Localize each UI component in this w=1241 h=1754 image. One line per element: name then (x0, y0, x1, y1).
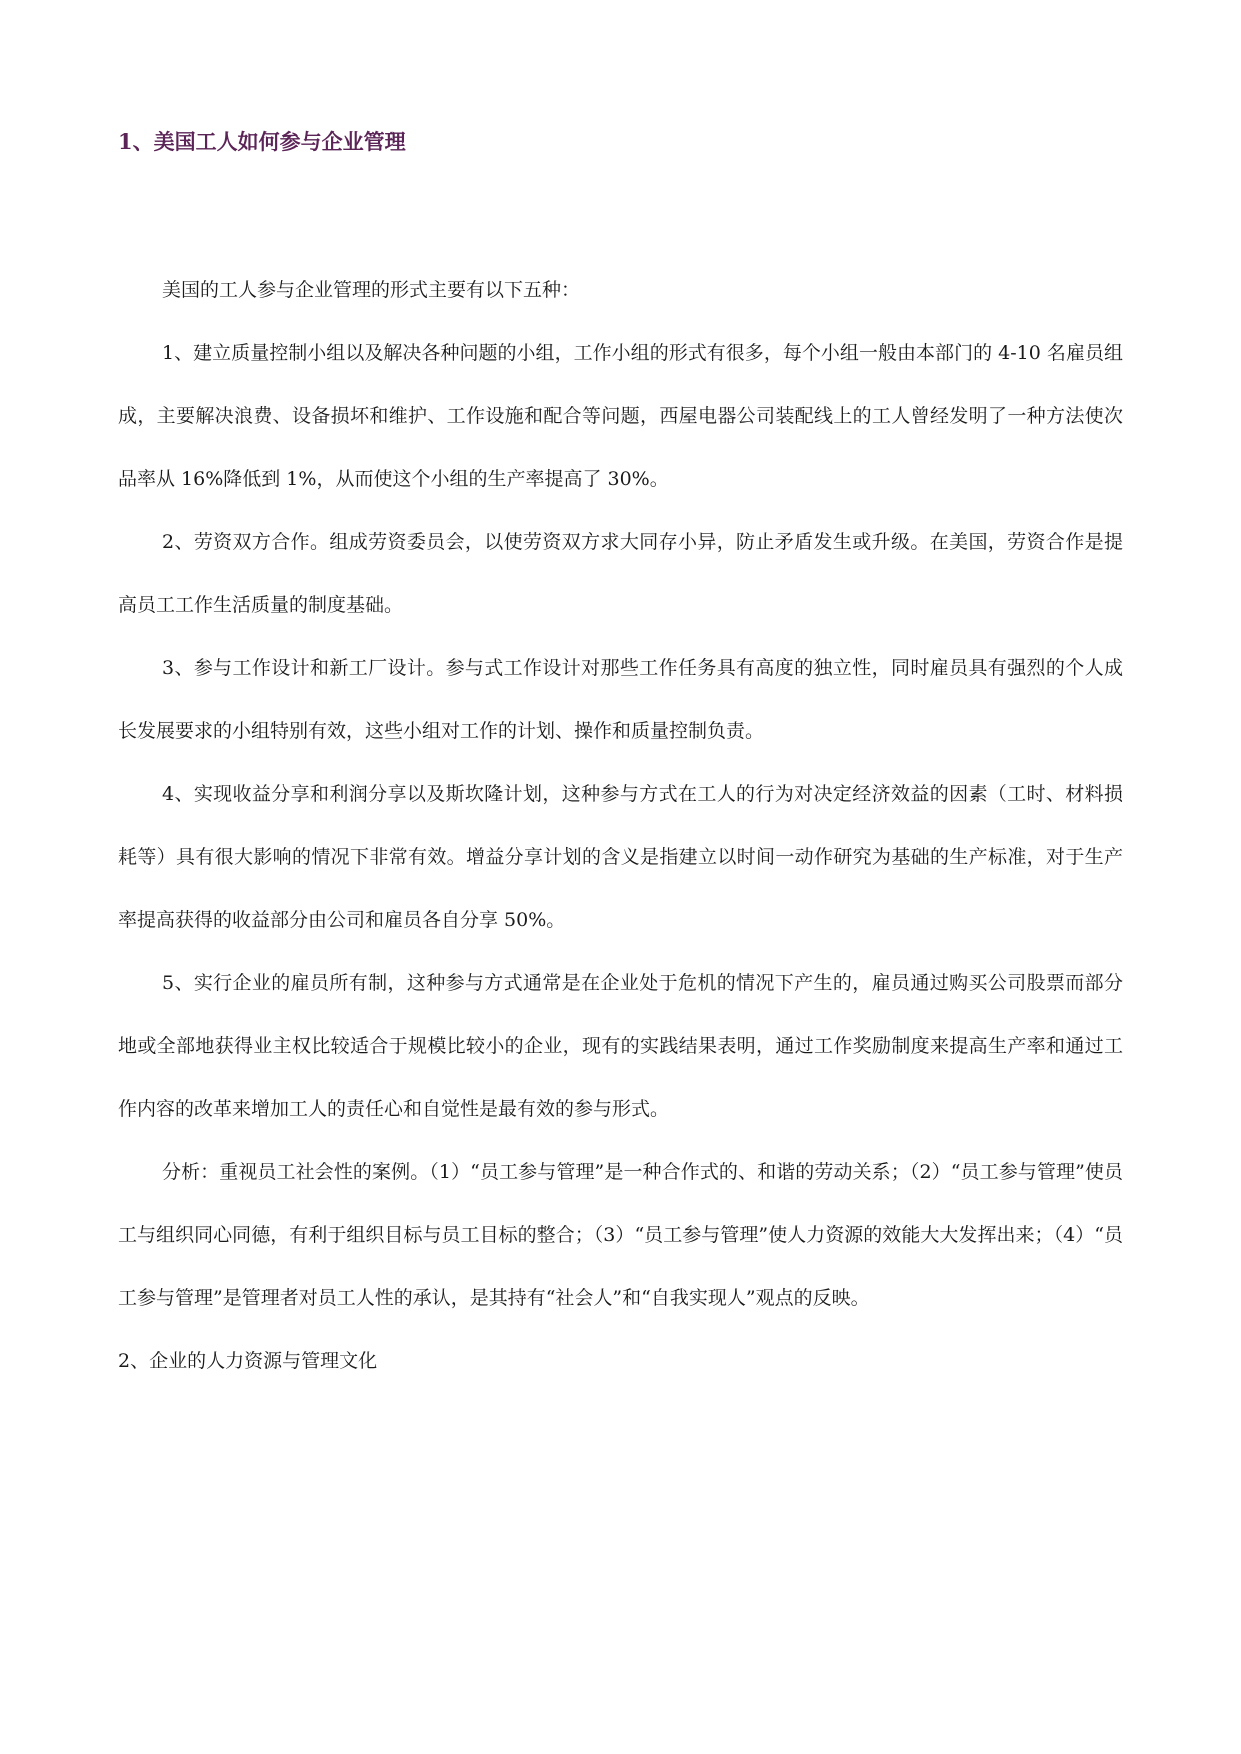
section-heading-1: 1、美国工人如何参与企业管理 (118, 129, 406, 154)
document-body (118, 259, 1123, 1393)
item-3-paragraph: 3、参与工作设计和新工厂设计。参与式工作设计对那些工作任务具有高度的独立性，同时雇员具有强烈的个人成长发展要求的小组特别有效，这些小组对工作的计划、操作和质量控制负责。 (118, 657, 1123, 742)
analysis-paragraph: 分析：重视员工社会性的案例。（1）“员工参与管理”是一种合作式的、和谐的劳动关系；（2）“员工参与管理”使员工与组织同心同德，有利于组织目标与员工目标的整合；（3）“员工参与管理”使人力资源的效能大大发挥出来；（4）“员工参与管理”是管理者对员工人性的承认，是其持有“社会人”和“自我实现人”观点的反映。 (118, 1161, 1123, 1309)
item-5-paragraph: 5、实行企业的雇员所有制，这种参与方式通常是在企业处于危机的情况下产生的，雇员通过购买公司股票而部分地或全部地获得业主权比较适合于规模比较小的企业，现有的实践结果表明，通过工作奖励制度来提高生产率和通过工作内容的改革来增加工人的责任心和自觉性是最有效的参与形式。 (118, 972, 1123, 1120)
item-1-paragraph: 1、建立质量控制小组以及解决各种问题的小组，工作小组的形式有很多，每个小组一般由本部门的 4-10 名雇员组成，主要解决浪费、设备损坏和维护、工作设施和配合等问题，西屋电器公司装配线上的工人曾经发明了一种方法使次品率从 16%降低到 1%，从而使这个小组的生产率提高了 30%。 (118, 342, 1123, 490)
intro-paragraph: 美国的工人参与企业管理的形式主要有以下五种： (162, 279, 581, 301)
section-heading-2: 2、企业的人力资源与管理文化 (118, 1350, 378, 1372)
item-2-paragraph: 2、劳资双方合作。组成劳资委员会，以使劳资双方求大同存小异，防止矛盾发生或升级。在美国，劳资合作是提高员工工作生活质量的制度基础。 (118, 531, 1123, 616)
item-4-paragraph: 4、实现收益分享和利润分享以及斯坎隆计划，这种参与方式在工人的行为对决定经济效益的因素（工时、材料损耗等）具有很大影响的情况下非常有效。增益分享计划的含义是指建立以时间一动作研究为基础的生产标准，对于生产率提高获得的收益部分由公司和雇员各自分享 50%。 (118, 783, 1123, 931)
